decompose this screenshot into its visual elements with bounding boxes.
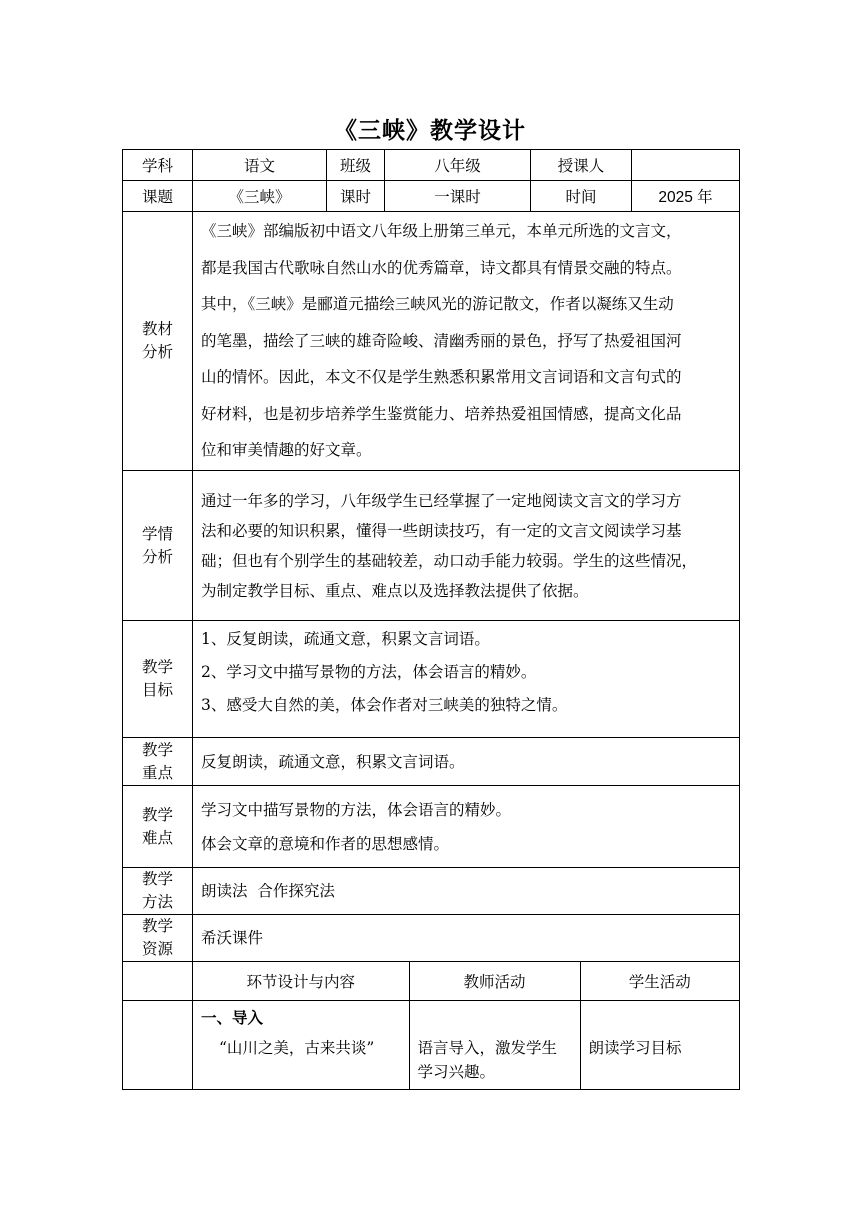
topic-label: 课题 [123,181,193,212]
student-analysis-label: 学情 分析 [123,471,193,621]
key-points-row [123,738,740,786]
process-header-row [123,962,740,1001]
process-row-empty [123,1001,193,1090]
difficulties-label: 教学 难点 [123,786,193,868]
lesson-plan-table [122,149,740,1090]
material-analysis-label: 教材 分析 [123,212,193,471]
teaching-goals-label: 教学 目标 [123,621,193,738]
class-value: 八年级 [385,150,531,181]
process-intro-teacher: 语言导入，激发学生 学习兴趣。 [409,1001,580,1089]
process-intro-quote: “山川之美，古来共谈” [219,1039,375,1057]
process-row-intro [123,1001,740,1090]
resources-text: 希沃课件 [193,915,740,962]
process-header-empty [123,962,193,1001]
subject-label: 学科 [123,150,193,181]
header-row-1 [123,150,740,181]
period-label: 课时 [327,181,385,212]
resources-label: 教学 资源 [123,915,193,962]
process-header-student: 学生活动 [580,962,739,1000]
difficulties-row [123,786,740,868]
methods-row [123,868,740,915]
class-label: 班级 [327,150,385,181]
process-header-content: 环节设计与内容 [246,973,355,991]
material-analysis-row [123,212,740,471]
subject-value: 语文 [193,150,327,181]
student-analysis-row [123,471,740,621]
process-intro-stage: 一、导入 [201,1008,264,1027]
header-row-2 [123,181,740,212]
teaching-goals-text: 1、反复朗读，疏通文意，积累文言词语。 2、学习文中描写景物的方法，体会语言的精妙。 3、感受大自然的美，体会作者对三峡美的独特之情。 [193,621,740,738]
key-points-text: 反复朗读，疏通文意，积累文言词语。 [193,738,740,786]
time-value: 2025 年 [632,181,740,212]
document-title: 《三峡》教学设计 [334,117,526,144]
process-intro-student: 朗读学习目标 [580,1001,739,1089]
resources-row [123,915,740,962]
time-label: 时间 [531,181,632,212]
teacher-value [632,150,740,181]
process-header-teacher: 教师活动 [409,962,580,1000]
student-analysis-text: 通过一年多的学习，八年级学生已经掌握了一定地阅读文言文的学习方 法和必要的知识积累，懂得一些朗读技巧，有一定的文言文阅读学习基 础；但也有个别学生的基础较差，动口动手能力较弱。学生的这些情况， 为制定教学目标、重点、难点以及选择教法提供了依据。 [193,471,740,621]
topic-value: 《三峡》 [193,181,327,212]
teacher-label: 授课人 [531,150,632,181]
methods-text: 朗读法 合作探究法 [193,868,740,915]
methods-label: 教学 方法 [123,868,193,915]
difficulties-text: 学习文中描写景物的方法，体会语言的精妙。 体会文章的意境和作者的思想感情。 [193,786,740,868]
key-points-label: 教学 重点 [123,738,193,786]
teaching-goals-row [123,621,740,738]
material-analysis-text: 《三峡》部编版初中语文八年级上册第三单元，本单元所选的文言文， 都是我国古代歌咏自然山水的优秀篇章，诗文都具有情景交融的特点。 其中，《三峡》是郦道元描绘三峡风光的游记散文，作者以凝练又生动 的笔墨，描绘了三峡的雄奇险峻、清幽秀丽的景色，抒写了热爱祖国河 山的情怀。因此，本文不仅是学生熟悉积累常用文言词语和文言句式的 好材料，也是初步培养学生鉴赏能力、培养热爱祖国情感，提高文化品 位和审美情趣的好文章。 [193,212,740,471]
process-intro-content [193,1001,409,1089]
period-value: 一课时 [385,181,531,212]
